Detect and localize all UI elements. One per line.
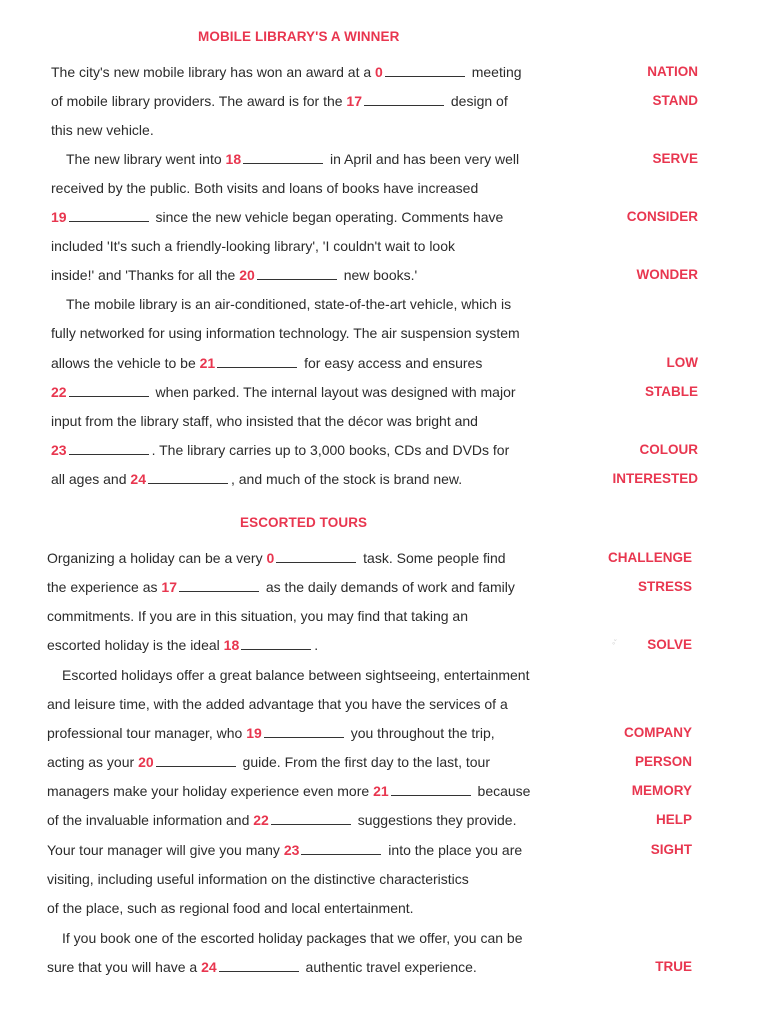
gap-number: 21 — [199, 355, 216, 371]
passage-text: . The library carries up to 3,000 books, CDs and DVDs for — [151, 442, 510, 458]
word-formation-keyword: NATION — [647, 64, 698, 79]
word-formation-keyword: HELP — [655, 812, 692, 827]
gap-number: 24 — [201, 959, 217, 975]
word-formation-keyword: WONDER — [636, 267, 698, 282]
passage-text: as the daily demands of work and family — [261, 579, 515, 595]
gap-blank[interactable] — [264, 727, 344, 738]
passage-text: task. Some people find — [359, 550, 506, 566]
passage-line — [47, 753, 490, 771]
passage-text: commitments. If you are in this situation, you may find that taking an — [47, 608, 468, 624]
passage-text: inside!' and 'Thanks for all the — [51, 267, 240, 283]
passage-line — [47, 549, 506, 567]
gap-number: 17 — [346, 93, 362, 109]
gap-blank[interactable] — [301, 844, 381, 855]
gap-number: 20 — [138, 754, 154, 770]
gap-blank[interactable] — [276, 552, 356, 563]
gap-number: 19 — [246, 725, 262, 741]
passage-text: the experience as — [47, 579, 162, 595]
gap-blank[interactable] — [217, 357, 297, 368]
passage-text: acting as your — [47, 754, 139, 770]
word-formation-keyword: COLOUR — [639, 442, 698, 457]
gap-blank[interactable] — [69, 211, 149, 222]
gap-number: 23 — [283, 842, 300, 858]
gap-number: 22 — [253, 812, 269, 828]
passage-line — [47, 607, 468, 625]
gap-blank[interactable] — [69, 386, 149, 397]
passage-line — [47, 724, 495, 742]
passage-line — [62, 929, 523, 947]
passage-text: If you book one of the escorted holiday packages that we offer, you can be — [62, 930, 523, 946]
gap-number: 0 — [375, 64, 383, 80]
gap-blank[interactable] — [219, 961, 299, 972]
passage-line — [62, 666, 529, 684]
passage-text: visiting, including useful information on the distinctive characteristics — [47, 871, 469, 887]
word-formation-keyword: CHALLENGE — [608, 550, 692, 565]
passage-text: new books.' — [339, 267, 418, 283]
passage-line — [47, 958, 477, 976]
passage-line — [51, 237, 455, 255]
gap-blank[interactable] — [385, 66, 465, 77]
stray-mark: ◦̆ — [612, 638, 616, 648]
gap-blank[interactable] — [148, 473, 228, 484]
passage-line — [51, 92, 508, 110]
passage-text: of the place, such as regional food and local entertainment. — [47, 900, 414, 916]
word-formation-keyword: STABLE — [645, 384, 698, 399]
gap-number: 21 — [373, 783, 389, 799]
passage-line — [51, 354, 482, 372]
passage-text: The city's new mobile library has won an award at a — [51, 64, 376, 80]
passage-text: when parked. The internal layout was designed with major — [151, 384, 516, 400]
passage-text: allows the vehicle to be — [51, 355, 200, 371]
passage-text: suggestions they provide. — [353, 812, 517, 828]
passage-text: because — [473, 783, 531, 799]
passage-line — [51, 383, 516, 401]
passage-line — [51, 179, 478, 197]
gap-number: 22 — [51, 384, 67, 400]
passage-text: authentic travel experience. — [301, 959, 477, 975]
gap-number: 20 — [239, 267, 255, 283]
gap-blank[interactable] — [257, 269, 337, 280]
passage-text: this new vehicle. — [51, 122, 154, 138]
word-formation-keyword: INTERESTED — [612, 471, 698, 486]
word-formation-keyword: TRUE — [655, 959, 692, 974]
gap-blank[interactable] — [364, 95, 444, 106]
passage-line — [47, 695, 508, 713]
passage-line — [47, 811, 516, 829]
section-title-escorted-tours: ESCORTED TOURS — [240, 515, 368, 530]
passage-text: The mobile library is an air-conditioned, state-of-the-art vehicle, which is — [66, 296, 512, 312]
word-formation-keyword: PERSON — [634, 754, 692, 769]
passage-line — [51, 412, 478, 430]
passage-text: included 'It's such a friendly-looking library', 'I couldn't wait to look — [51, 238, 456, 254]
passage-text: , and much of the stock is brand new. — [230, 471, 463, 487]
passage-line — [51, 324, 520, 342]
passage-text: all ages and — [51, 471, 131, 487]
passage-text: and leisure time, with the added advantage that you have the services of a — [47, 696, 508, 712]
word-formation-keyword: COMPANY — [623, 725, 692, 740]
section-title-mobile-library: MOBILE LIBRARY'S A WINNER — [198, 29, 400, 44]
gap-blank[interactable] — [69, 444, 149, 455]
passage-text: of mobile library providers. The award is for the — [51, 93, 347, 109]
gap-number: 17 — [161, 579, 177, 595]
passage-text: sure that you will have a — [47, 959, 202, 975]
word-formation-keyword: LOW — [666, 355, 698, 370]
passage-line — [51, 266, 417, 284]
word-formation-keyword: STAND — [652, 93, 698, 108]
passage-text: since the new vehicle began operating. Comments have — [151, 209, 504, 225]
passage-line — [51, 470, 462, 488]
gap-blank[interactable] — [179, 581, 259, 592]
word-formation-keyword: CONSIDER — [626, 209, 698, 224]
passage-line — [66, 150, 519, 168]
word-formation-keyword: SOLVE — [647, 637, 692, 652]
passage-line — [47, 899, 414, 917]
passage-line — [47, 870, 469, 888]
passage-text: meeting — [467, 64, 522, 80]
passage-text: design of — [447, 93, 508, 109]
passage-text: escorted holiday is the ideal — [47, 637, 224, 653]
passage-text: input from the library staff, who insisted that the décor was bright and — [51, 413, 478, 429]
gap-blank[interactable] — [243, 153, 323, 164]
passage-line — [51, 121, 154, 139]
passage-text: Your tour manager will give you many — [47, 842, 284, 858]
gap-blank[interactable] — [391, 785, 471, 796]
passage-text: of the invaluable information and — [47, 812, 254, 828]
passage-line — [47, 636, 318, 654]
gap-blank[interactable] — [271, 814, 351, 825]
word-formation-keyword: MEMORY — [631, 783, 692, 798]
word-formation-keyword: SERVE — [652, 151, 698, 166]
passage-text: fully networked for using information technology. The air suspension system — [51, 325, 520, 341]
passage-text: into the place you are — [384, 842, 523, 858]
passage-line — [51, 63, 522, 81]
passage-text: for easy access and ensures — [300, 355, 483, 371]
passage-text: managers make your holiday experience even more — [47, 783, 374, 799]
passage-text: you throughout the trip, — [346, 725, 495, 741]
passage-text: Organizing a holiday can be a very — [47, 550, 267, 566]
gap-number: 19 — [51, 209, 67, 225]
passage-line — [47, 782, 530, 800]
passage-text: received by the public. Both visits and loans of books have increased — [51, 180, 479, 196]
gap-number: 18 — [223, 637, 240, 653]
passage-line — [47, 578, 515, 596]
passage-text: guide. From the first day to the last, tour — [238, 754, 490, 770]
passage-text: Escorted holidays offer a great balance between sightseeing, entertainment — [62, 667, 530, 683]
passage-text: . — [314, 637, 319, 653]
passage-line — [66, 295, 511, 313]
passage-line — [51, 208, 503, 226]
gap-number: 18 — [225, 151, 242, 167]
passage-line — [51, 441, 509, 459]
gap-blank[interactable] — [156, 756, 236, 767]
passage-text: in April and has been very well — [326, 151, 520, 167]
word-formation-keyword: STRESS — [637, 579, 692, 594]
gap-number: 23 — [51, 442, 67, 458]
word-formation-keyword: SIGHT — [650, 842, 692, 857]
gap-blank[interactable] — [241, 639, 311, 650]
passage-line — [47, 841, 522, 859]
gap-number: 24 — [130, 471, 146, 487]
passage-text: professional tour manager, who — [47, 725, 247, 741]
gap-number: 0 — [266, 550, 275, 566]
passage-text: The new library went into — [66, 151, 226, 167]
